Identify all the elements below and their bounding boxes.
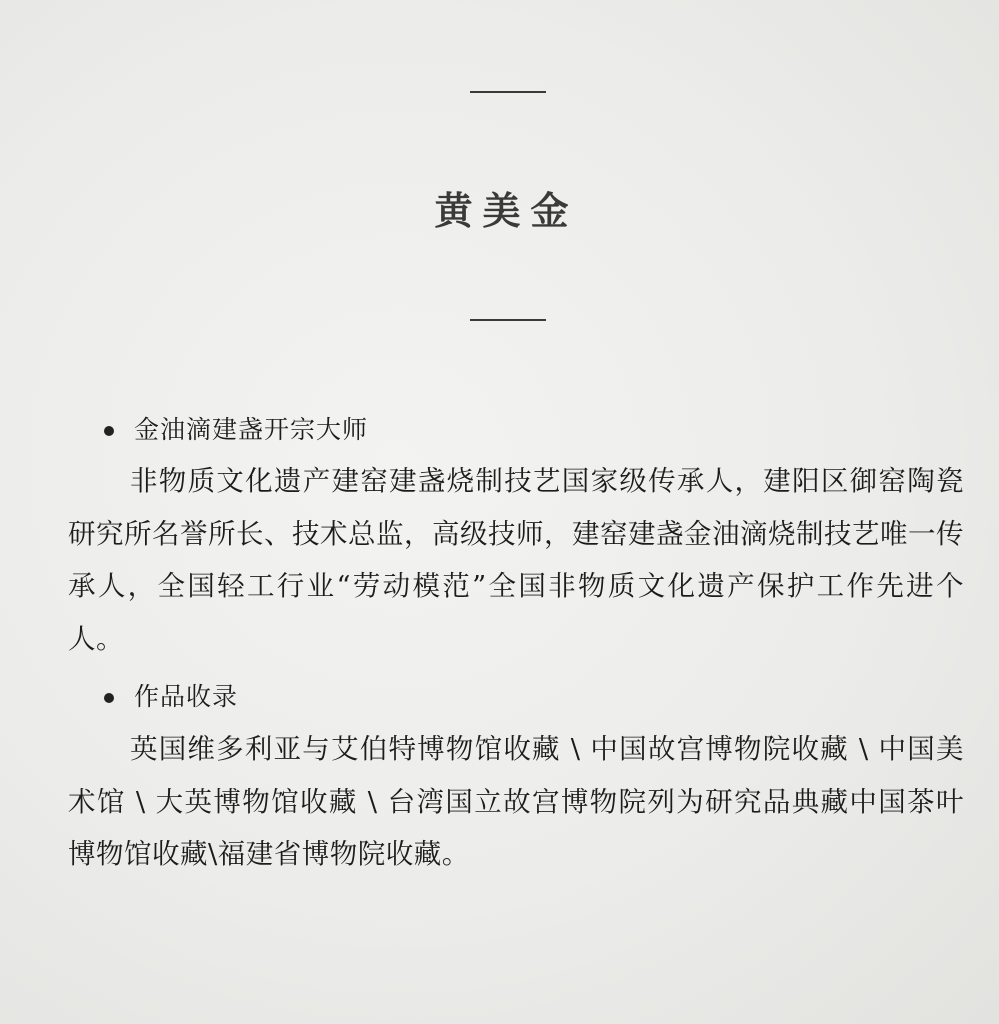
section-text-master: 非物质文化遗产建窑建盏烧制技艺国家级传承人，建阳区御窑陶瓷研究所名誉所长、技术总监，高级技师，建窑建盏金油滴烧制技艺唯一传承人，全国轻工行业“劳动模范”全国非物质文化遗产保护工作先进个人。 <box>68 465 964 655</box>
bullet-icon <box>104 426 114 436</box>
title-bottom-rule <box>470 319 546 321</box>
page-title: 黄美金 <box>434 188 579 233</box>
section-text-collections: 英国维多利亚与艾伯特博物馆收藏 \ 中国故宫博物院收藏 \ 中国美术馆 \ 大英博物馆收藏 \ 台湾国立故宫博物院列为研究品典藏中国茶叶博物馆收藏\福建省博物院收藏。 <box>68 733 964 870</box>
bullet-icon <box>104 693 114 703</box>
section-heading-collections: 作品收录 <box>134 682 239 711</box>
section-heading-master: 金油滴建盏开宗大师 <box>134 415 369 444</box>
title-top-rule <box>470 91 546 93</box>
